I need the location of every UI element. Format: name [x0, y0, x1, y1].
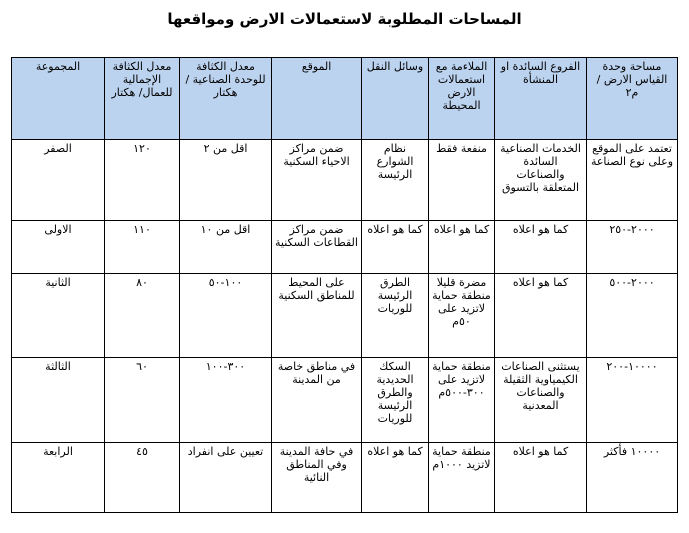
table-cell: على المحيط للمناطق السكنية [272, 274, 362, 358]
header-worker-density: معدل الكثافة الإجمالية للعمال/ هكتار [105, 58, 180, 140]
table-cell: السكك الحديدية والطرق الرئيسة للوريات [362, 358, 429, 443]
table-cell: ٤٥ [105, 443, 180, 513]
table-cell: ٦٠ [105, 358, 180, 443]
table-cell: في حافة المدينة وفي المناطق النائية [272, 443, 362, 513]
table-cell: ٢٠٠٠-٢٥٠ [587, 221, 678, 274]
table-cell: تعيين على انفراد [180, 443, 272, 513]
table-cell: الاولى [12, 221, 105, 274]
table-cell: اقل من ٢ [180, 140, 272, 221]
table-cell: اقل من ١٠ [180, 221, 272, 274]
table-cell: ١٠٠٠٠ فأكثر [587, 443, 678, 513]
table-row [12, 443, 678, 513]
header-unit-density: معدل الكثافة للوحدة الصناعية / هكتار [180, 58, 272, 140]
table-cell: في مناطق خاصة من المدينة [272, 358, 362, 443]
table-cell: يستثنى الصناعات الكيمياوية الثقيلة والصناعات المعدنية [495, 358, 587, 443]
table-row [12, 221, 678, 274]
table-cell: الطرق الرئيسة للوريات [362, 274, 429, 358]
table-cell: الثالثة [12, 358, 105, 443]
table-cell: ٣٠٠-١٠٠ [180, 358, 272, 443]
table-cell: مضرة قليلا منطقة حماية لاتزيد على ٥٠م [429, 274, 495, 358]
header-compatibility: الملاءمة مع استعمالات الارض المحيطة [429, 58, 495, 140]
table-cell: ١٢٠ [105, 140, 180, 221]
land-use-table [11, 57, 678, 513]
table-cell: كما هو اعلاه [362, 221, 429, 274]
table-cell: منفعة فقط [429, 140, 495, 221]
table-cell: كما هو اعلاه [495, 221, 587, 274]
table-cell: كما هو اعلاه [495, 443, 587, 513]
table-cell: كما هو اعلاه [362, 443, 429, 513]
table-cell: ضمن مراكز الاحياء السكنية [272, 140, 362, 221]
table-cell: ١٠٠٠٠-٢٠٠ [587, 358, 678, 443]
table-cell: الصفر [12, 140, 105, 221]
table-cell: تعتمد على الموقع وعلى نوع الصناعة [587, 140, 678, 221]
header-land-area: مساحة وحدة القياس الارض / م٢ [587, 58, 678, 140]
header-location: الموقع [272, 58, 362, 140]
table-cell: منطقة حماية لاتزيد على ٣٠٠-٥٠٠م [429, 358, 495, 443]
table-cell: كما هو اعلاه [429, 221, 495, 274]
table-row [12, 140, 678, 221]
header-group: المجموعة [12, 58, 105, 140]
table-cell: منطقة حماية لاتزيد ١٠٠٠م [429, 443, 495, 513]
table-cell: كما هو اعلاه [495, 274, 587, 358]
table-cell: الرابعة [12, 443, 105, 513]
table-cell: الخدمات الصناعية السائدة والصناعات المتعلقة بالتسوق [495, 140, 587, 221]
table-row [12, 358, 678, 443]
table-cell: ٨٠ [105, 274, 180, 358]
table-cell: ١١٠ [105, 221, 180, 274]
table-row [12, 274, 678, 358]
table-cell: ٢٠٠٠-٥٠٠ [587, 274, 678, 358]
table-cell: ١٠٠-٥٠ [180, 274, 272, 358]
header-transport: وسائل النقل [362, 58, 429, 140]
table-header-row [12, 58, 678, 140]
header-branches: الفروع السائدة او المنشأة [495, 58, 587, 140]
table-cell: ضمن مراكز القطاعات السكنية [272, 221, 362, 274]
table-cell: نظام الشوارع الرئيسة [362, 140, 429, 221]
page-title: المساحات المطلوبة لاستعمالات الارض ومواقعها [167, 10, 522, 28]
table-cell: الثانية [12, 274, 105, 358]
